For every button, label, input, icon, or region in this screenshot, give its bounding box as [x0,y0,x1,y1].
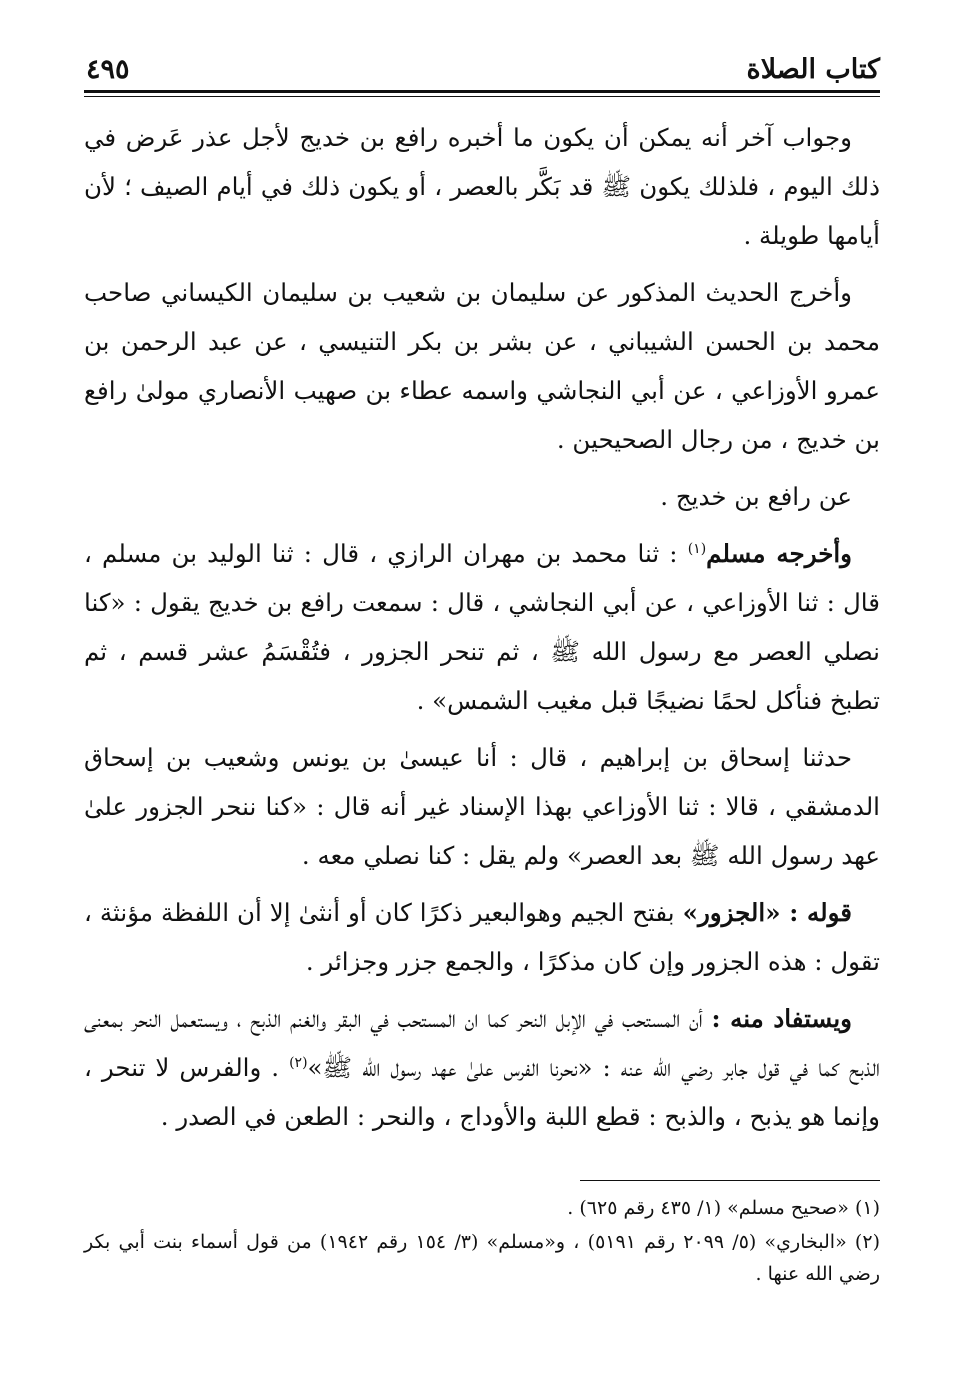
paragraph [84,472,880,521]
page-header [84,52,880,92]
page-number: ٤٩٥ [86,54,130,85]
footnote-separator [580,1180,880,1181]
paragraph [84,994,880,1141]
header-rule-thick [84,90,880,93]
paragraph [84,888,880,986]
paragraph-text: وأخرج الحديث المذكور عن سليمان بن شعيب بن سليمان الكيساني صاحب محمد بن الحسن الشيباني ، عن بشر بن بكر التنيسي ، عن عبد الرحمن بن عمرو الأوزاعي ، عن أبي النجاشي واسمه عطاء بن صهيب الأنصاري مولىٰ رافع بن خديج ، من رجال الصحيحين . [84,278,880,454]
paragraph [84,268,880,464]
paragraph-text: وجواب آخر أنه يمكن أن يكون ما أخبره رافع بن خديج لأجل عذر عَرض في ذلك اليوم ، فلذلك يكون ﷺ قد بَكَّر بالعصر ، أو يكون ذلك في أيام الصيف ؛ لأن أيامها طويلة . [84,123,880,250]
paragraph-text: حدثنا إسحاق بن إبراهيم ، قال : أنا عيسىٰ بن يونس وشعيب بن إسحاق الدمشقي ، قالا : ثنا الأوزاعي بهذا الإسناد غير أنه قال : «كنا ننحر الجزور علىٰ عهد رسول الله ﷺ بعد العصر» ولم يقل : كنا نصلي معه . [84,743,880,870]
footnote: (٢) «البخاري» (٥/ ٢٠٩٩ رقم ٥١٩١) ، و«مسلم» (٣/ ١٥٤ رقم ١٩٤٢) من قول أسماء بنت أبي بكر رضي الله عنها . [84,1231,880,1285]
footnote-marker: (٢) [289,1054,308,1071]
paragraph-text: أن المستحب في الإبل النحر كما ان المستحب في البقر والغنم الذبح ، ويستعمل النحر بمعنى الذبح كما في قول جابر رضي الله عنه : «نحرنا الفرس علىٰ عهد رسول الله ﷺ» [84,1004,880,1082]
paragraph-text: عن رافع بن خديج . [660,482,852,511]
paragraph-lead: قوله : «الجزور» [682,898,852,927]
paragraph-tail: . والفرس لا تنحر ، وإنما هو يذبح ، والذبح : قطع اللبة والأوداج ، والنحر : الطعن في الصدر . [84,1053,880,1131]
book-page [84,0,880,1381]
paragraph-text: : ثنا محمد بن مهران الرازي ، قال : ثنا الوليد بن مسلم ، قال : ثنا الأوزاعي ، عن أبي النجاشي ، قال : سمعت رافع بن خديج يقول : «كنا نصلي العصر مع رسول الله ﷺ ، ثم تنحر الجزور ، فتُقْسَمُ عشر قسم ، ثم تطبخ فنأكل لحمًا نضيجًا قبل مغيب الشمس» . [84,539,880,715]
main-text [84,113,880,1149]
footnotes [84,1192,880,1292]
paragraph [84,113,880,260]
paragraph-text: بفتح الجيم وهوالبعير ذكرًا كان أو أنثىٰ إلا أن اللفظة مؤنثة ، تقول : هذه الجزور وإن كان مذكرًا ، والجمع جزر وجزائر . [84,898,880,976]
header-rule-thin [84,96,880,97]
footnote-marker: (١) [687,540,707,557]
footnote: (١) «صحيح مسلم» (١/ ٤٣٥ رقم ٦٢٥) . [567,1197,880,1219]
paragraph [84,733,880,880]
running-title: كتاب الصلاة [746,54,880,85]
paragraph-lead: وأخرجه مسلم [706,539,852,568]
paragraph-lead: ويستفاد منه : [711,1004,852,1033]
paragraph [84,529,880,725]
